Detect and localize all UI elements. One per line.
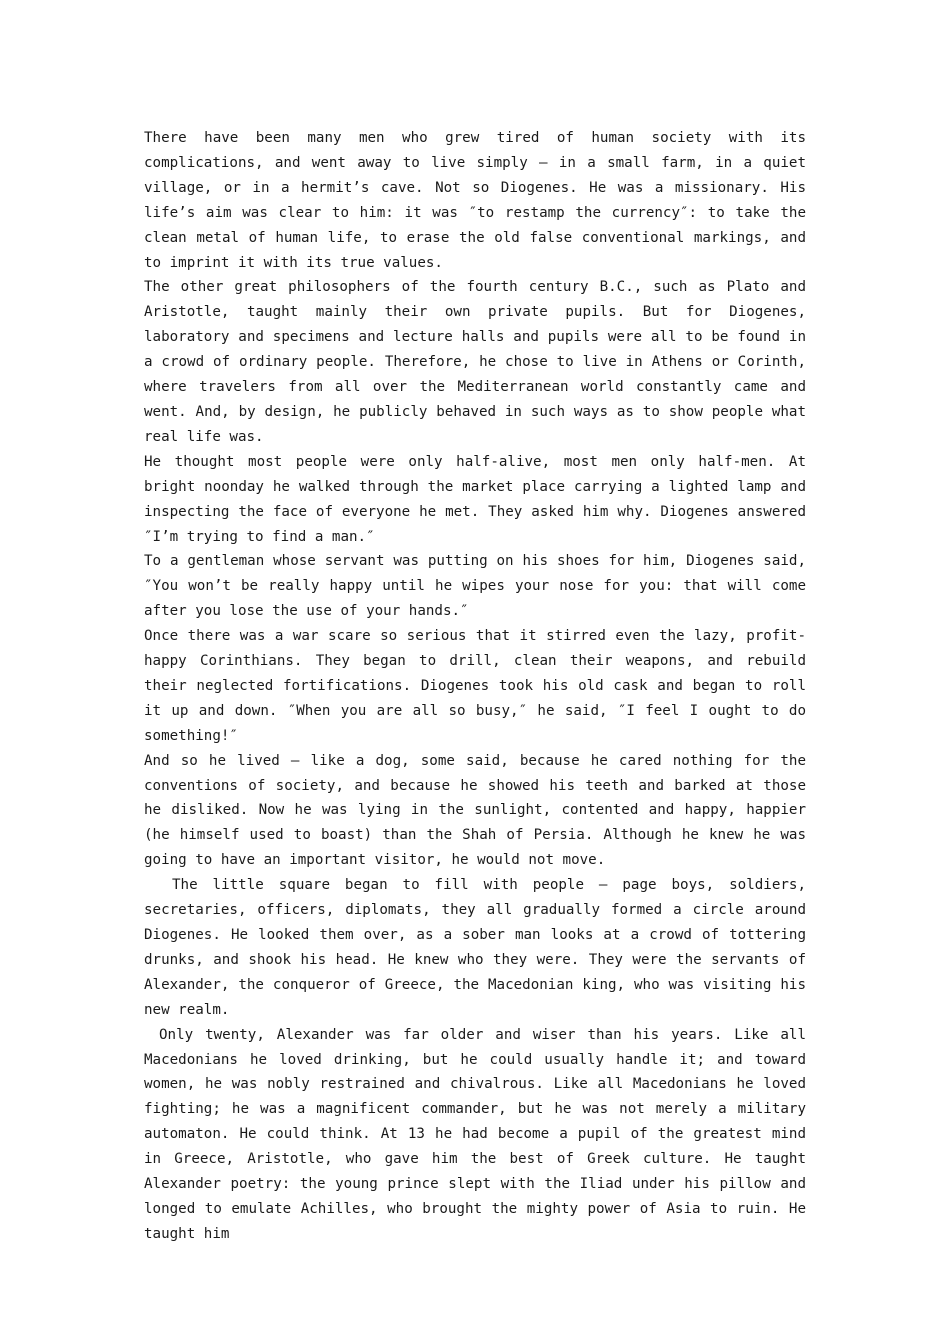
paragraph-7: The little square began to fill with people — page boys, soldiers, secretaries, officers, diplomats, they all gradually formed a circle around Diogenes. He looked them over, as a sober man looks at a crowd of tottering drunks, and shook his head. He knew who they were. They were the servants of Alexander, the conqueror of Greece, the Macedonian king, who was visiting his new realm. bbox=[144, 877, 806, 1018]
document-body bbox=[144, 126, 806, 1247]
paragraph-2: The other great philosophers of the fourth century B.C., such as Plato and Aristotle, taught mainly their own private pupils. But for Diogenes, laboratory and specimens and lecture halls and pupils were all to be found in a crowd of ordinary people. Therefore, he chose to live in Athens or Corinth, where travelers from all over the Mediterranean world constantly came and went. And, by design, he publicly behaved in such ways as to show people what real life was. bbox=[144, 279, 806, 445]
paragraph-6: And so he lived — like a dog, some said, because he cared nothing for the conventions of society, and because he showed his teeth and barked at those he disliked. Now he was lying in the sunlight, contented and happy, happier (he himself used to boast) than the Shah of Persia. Although he knew he was going to have an important visitor, he would not move. bbox=[144, 752, 806, 869]
paragraph-5: Once there was a war scare so serious that it stirred even the lazy, profit-happy Corinthians. They began to drill, clean their weapons, and rebuild their neglected fortifications. Diogenes took his old cask and began to roll it up and down. ″When you are all so busy,″ he said, ″I feel I ought to do something!″ bbox=[144, 628, 806, 744]
paragraph-1: There have been many men who grew tired of human society with its complications, and went away to live simply — in a small farm, in a quiet village, or in a hermit’s cave. Not so Diogenes. He was a missionary. His life’s aim was clear to him: it was ″to restamp the currency″: to take the clean metal of human life, to erase the old false conventional markings, and to imprint it with its true values. bbox=[144, 130, 806, 271]
paragraph-4: To a gentleman whose servant was putting on his shoes for him, Diogenes said, ″You won’t be really happy until he wipes your nose for you: that will come after you lose the use of your hands.″ bbox=[144, 553, 806, 620]
paragraph-3: He thought most people were only half-alive, most men only half-men. At bright noonday he walked through the market place carrying a lighted lamp and inspecting the face of everyone he met. They asked him why. Diogenes answered ″I’m trying to find a man.″ bbox=[144, 453, 806, 545]
paragraph-8: Only twenty, Alexander was far older and wiser than his years. Like all Macedonians he loved drinking, but he could usually handle it; and toward women, he was nobly restrained and chivalrous. Like all Macedonians he loved fighting; he was a magnificent commander, but he was not merely a military automaton. He could think. At 13 he had become a pupil of the greatest mind in Greece, Aristotle, who gave him the best of Greek culture. He taught Alexander poetry: the young prince slept with the Iliad under his pillow and longed to emulate Achilles, who brought the mighty power of Asia to ruin. He taught him bbox=[144, 1026, 806, 1242]
